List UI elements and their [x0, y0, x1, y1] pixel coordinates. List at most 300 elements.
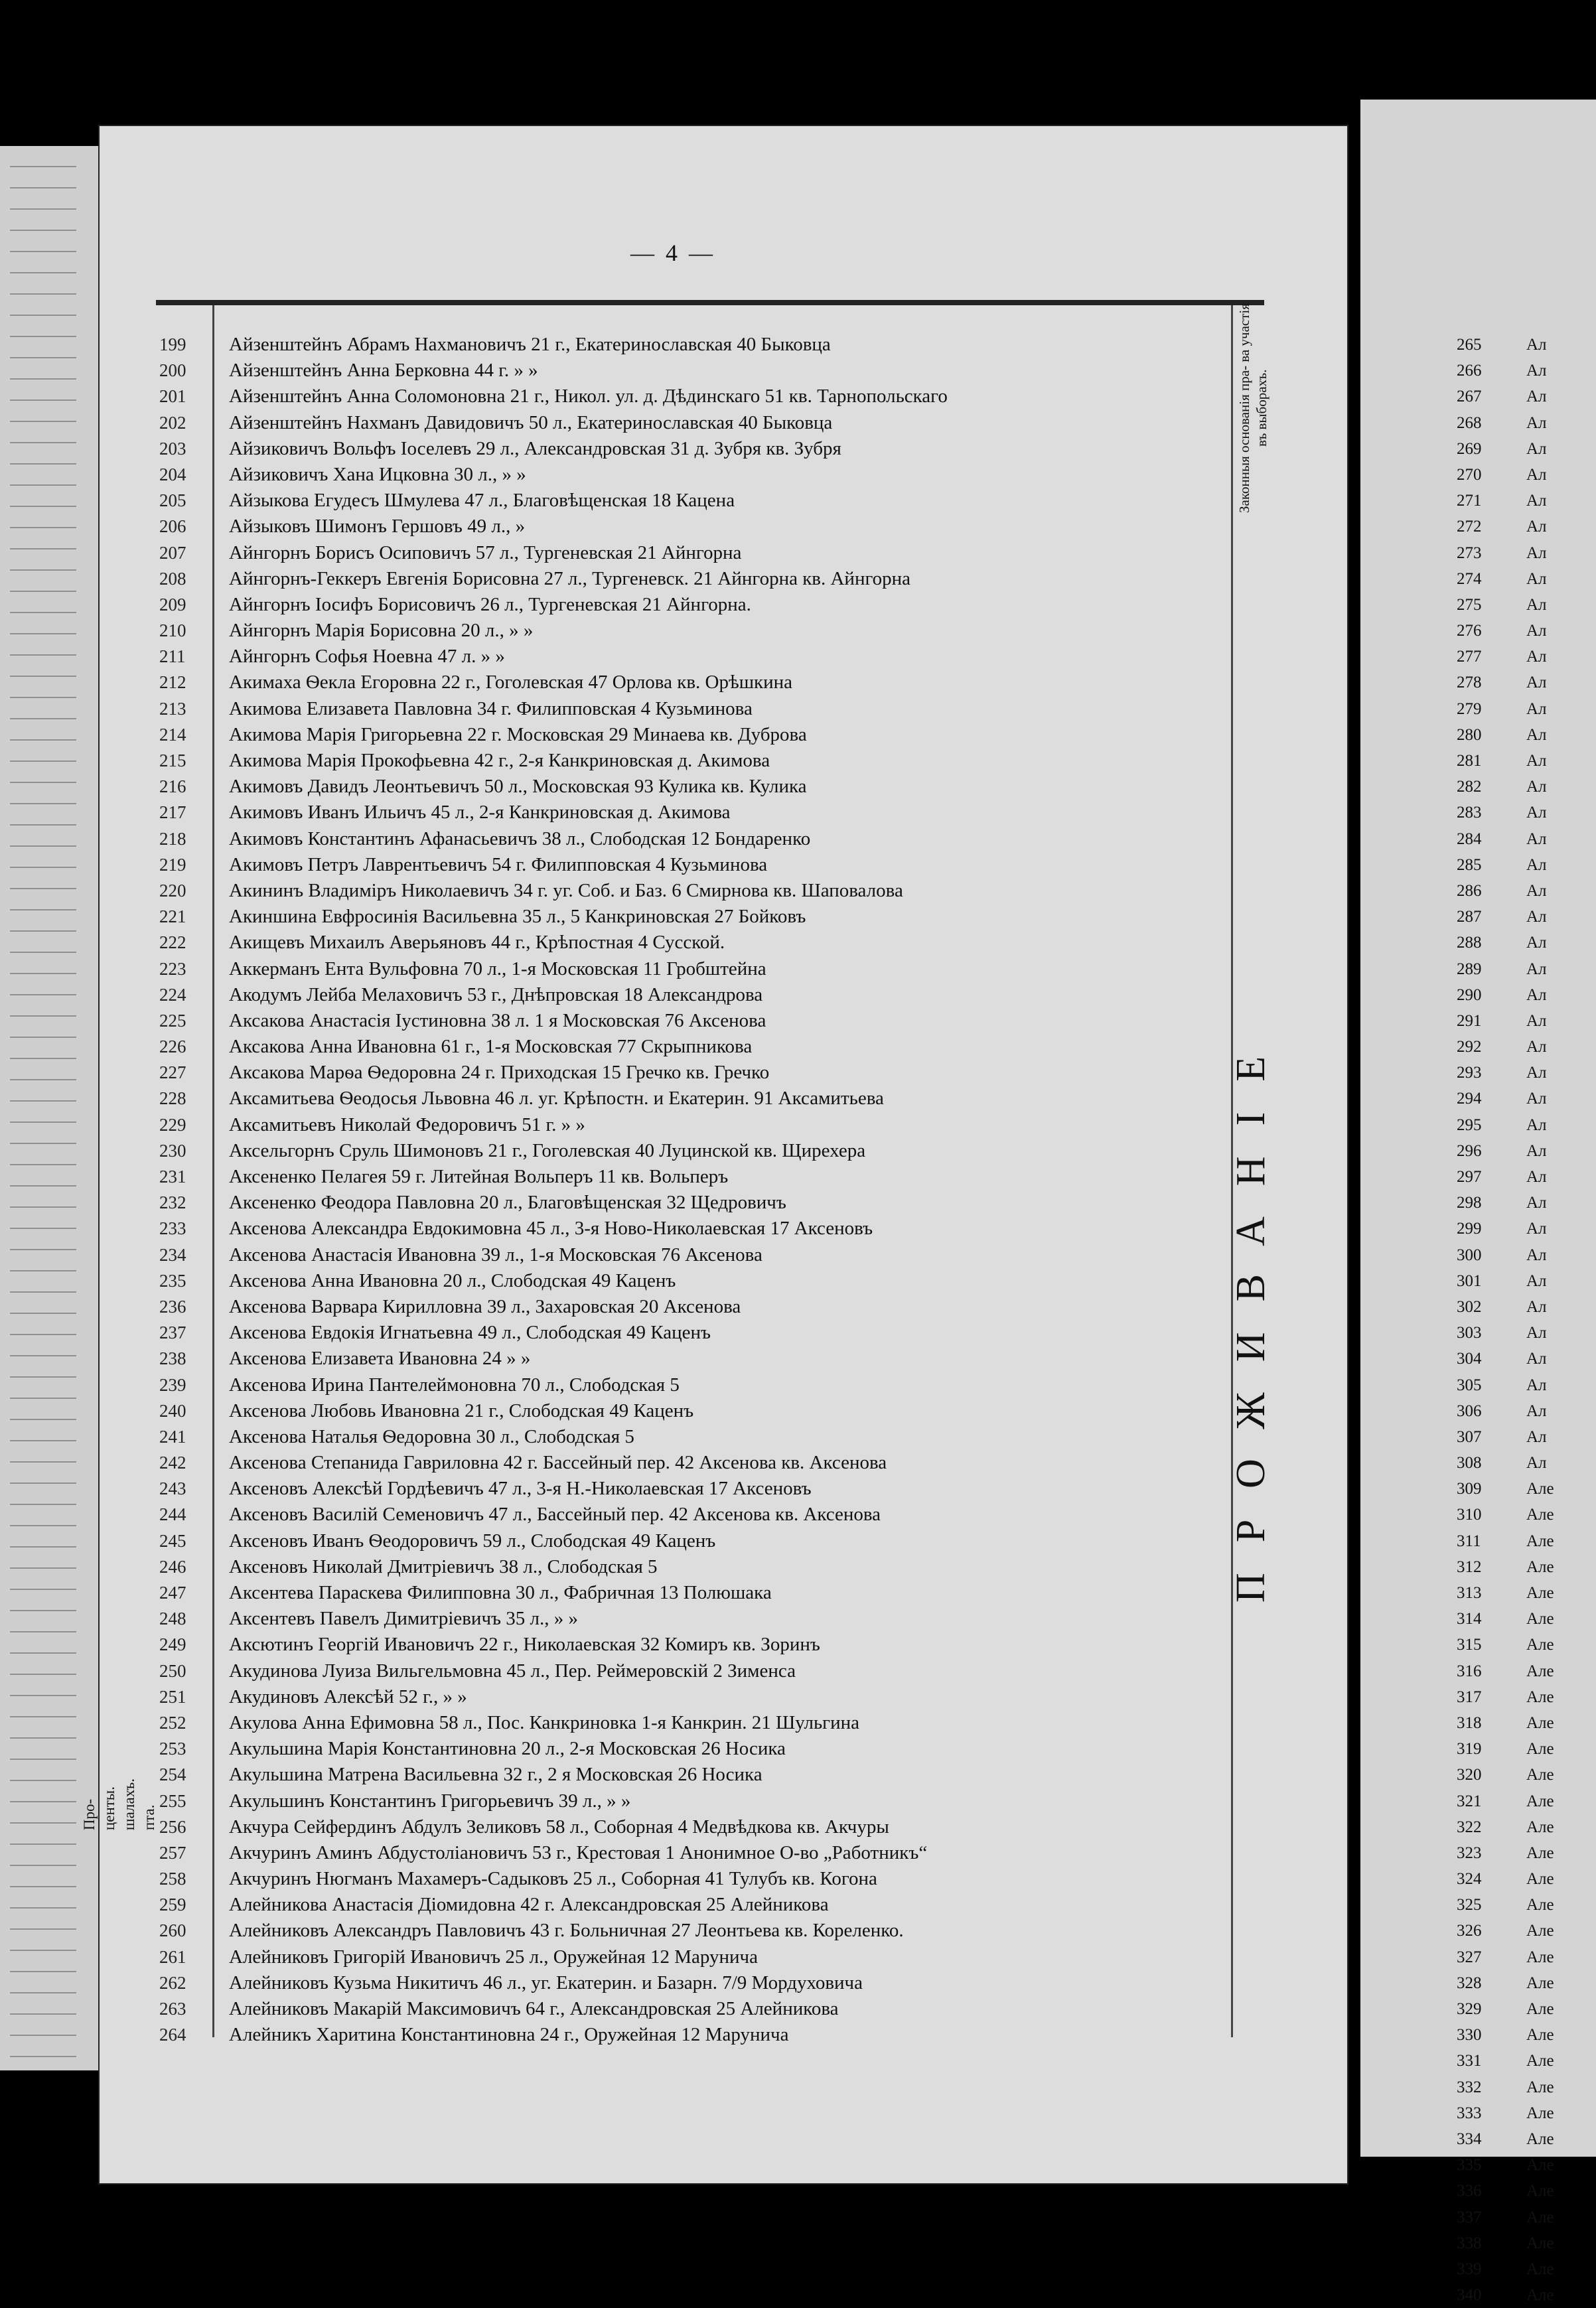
entry-text: Акудиновъ Алексѣй 52 г., » » [229, 1686, 467, 1707]
entry-number: 225 [159, 1010, 186, 1031]
entry-text: Акудинова Луиза Вильгельмовна 45 л., Пер. Реймеровскій 2 Зименса [229, 1660, 796, 1682]
list-item [159, 1840, 1228, 1866]
right-entry-number: 319 [1457, 1740, 1482, 1759]
entry-text: Акищевъ Михаилъ Аверьяновъ 44 г., Крѣпостная 4 Сусской. [229, 932, 725, 954]
right-entry-number: 271 [1457, 492, 1482, 510]
list-item [159, 462, 1228, 488]
entry-text: Айзыкова Егудесъ Шмулева 47 л., Благовѣщенская 18 Кацена [229, 490, 735, 512]
right-entry-number: 295 [1457, 1116, 1482, 1134]
list-item [159, 1112, 1228, 1138]
right-entry-fragment: Ал [1526, 674, 1547, 692]
entry-number: 251 [159, 1686, 186, 1707]
right-entry-fragment: Ал [1526, 518, 1547, 536]
right-entry-fragment: Ал [1526, 960, 1547, 978]
right-entry-number: 266 [1457, 362, 1482, 380]
list-item [159, 1138, 1228, 1164]
list-item [159, 982, 1228, 1008]
entry-text: Акульшина Матрена Васильевна 32 г., 2 я Московская 26 Носика [229, 1764, 762, 1786]
right-entry-fragment: Ал [1526, 492, 1547, 510]
right-entry-number: 267 [1457, 388, 1482, 406]
right-entry-number: 324 [1457, 1870, 1482, 1889]
entry-number: 249 [159, 1634, 186, 1655]
entry-number: 242 [159, 1453, 186, 1473]
entry-number: 253 [159, 1739, 186, 1759]
entry-number: 204 [159, 464, 186, 484]
right-entry-number: 315 [1457, 1636, 1482, 1654]
list-item [159, 1294, 1228, 1320]
right-entry-number: 275 [1457, 595, 1482, 614]
entry-text: Алейникъ Харитина Константиновна 24 г., Оружейная 12 Марунича [229, 2024, 789, 2046]
entry-text: Аксенова Елизавета Ивановна 24 » » [229, 1348, 531, 1370]
right-entry-number: 333 [1457, 2104, 1482, 2122]
list-item [159, 1866, 1228, 1892]
entry-text: Аксамитьева Ѳеодосья Львовна 46 л. уг. Крѣпостн. и Екатерин. 91 Аксамитьева [229, 1088, 884, 1110]
entry-text: Айнгорнъ Марія Борисовна 20 л., » » [229, 620, 534, 642]
list-item [159, 930, 1228, 956]
right-entry-fragment: Ал [1526, 1297, 1547, 1316]
entry-number: 223 [159, 958, 186, 979]
ruled-lines [10, 146, 76, 2070]
list-item [159, 1736, 1228, 1762]
right-entry-number: 290 [1457, 985, 1482, 1004]
entry-text: Аксентевъ Павелъ Димитріевичъ 35 л., » » [229, 1608, 579, 1630]
right-entry-fragment: Ал [1526, 881, 1547, 900]
entry-number: 261 [159, 1946, 186, 1967]
right-entry-fragment: Але [1526, 2000, 1554, 2018]
list-item [159, 1034, 1228, 1060]
right-entry-fragment: Ал [1526, 699, 1547, 718]
right-entry-number: 335 [1457, 2156, 1482, 2175]
entry-number: 255 [159, 1790, 186, 1811]
right-entry-number: 272 [1457, 518, 1482, 536]
entry-number: 236 [159, 1296, 186, 1317]
entry-text: Акульшина Марія Константиновна 20 л., 2-я Московская 26 Носика [229, 1738, 786, 1760]
right-entry-fragment: Ал [1526, 1324, 1547, 1342]
right-entry-number: 339 [1457, 2260, 1482, 2278]
entry-text: Акиншина Евфросинія Васильевна 35 л., 5 Канкриновская 27 Бойковъ [229, 906, 806, 928]
entry-number: 218 [159, 828, 186, 849]
entry-number: 211 [159, 646, 186, 667]
list-item [159, 514, 1228, 540]
entry-number: 259 [159, 1895, 186, 1915]
entry-number: 201 [159, 386, 186, 407]
list-item [159, 1788, 1228, 1814]
right-entry-fragment: Але [1526, 1506, 1554, 1524]
right-entry-fragment: Але [1526, 2208, 1554, 2226]
entry-text: Аксакова Анастасія Іустиновна 38 л. 1 я Московская 76 Аксенова [229, 1009, 766, 1031]
right-entry-number: 298 [1457, 1194, 1482, 1212]
entry-text: Айнгорнъ Іосифъ Борисовичъ 26 л., Тургеневская 21 Айнгорна. [229, 593, 751, 615]
top-rule [156, 300, 1264, 305]
entry-text: Аксененко Феодора Павловна 20 л., Благовѣщенская 32 Щедровичъ [229, 1192, 786, 1214]
entry-text: Аксенова Анна Ивановна 20 л., Слободская 49 Каценъ [229, 1269, 676, 1291]
list-item [159, 332, 1228, 358]
right-entry-number: 305 [1457, 1376, 1482, 1394]
right-entry-fragment: Але [1526, 1557, 1554, 1576]
entry-text: Аксеновъ Алексѣй Гордѣевичъ 47 л., 3-я Н.-Николаевская 17 Аксеновъ [229, 1478, 812, 1500]
entry-text: Акимова Марія Григорьевна 22 г. Московская 29 Минаева кв. Дуброва [229, 723, 807, 745]
right-entry-fragment: Але [1526, 1532, 1554, 1550]
right-entry-number: 289 [1457, 960, 1482, 978]
right-entry-number: 327 [1457, 1948, 1482, 1966]
entry-text: Акимова Марія Прокофьевна 42 г., 2-я Канкриновская д. Акимова [229, 750, 770, 771]
entry-number: 247 [159, 1583, 186, 1603]
list-item [159, 1398, 1228, 1424]
entry-text: Аксентева Параскева Филипповна 30 л., Фабричная 13 Полюшака [229, 1582, 772, 1603]
entry-number: 224 [159, 984, 186, 1005]
entry-number: 254 [159, 1765, 186, 1785]
right-entry-number: 284 [1457, 829, 1482, 848]
entry-number: 216 [159, 776, 186, 797]
entry-number: 264 [159, 2025, 186, 2045]
list-item [159, 1424, 1228, 1450]
page-number: — 4 — [630, 240, 715, 266]
right-entry-number: 330 [1457, 2026, 1482, 2045]
right-entry-number: 296 [1457, 1141, 1482, 1160]
left-fragment: пта. [141, 1804, 157, 1831]
right-entry-number: 282 [1457, 778, 1482, 796]
list-item [159, 436, 1228, 462]
entry-text: Аксамитьевъ Николай Федоровичъ 51 г. » » [229, 1114, 585, 1135]
right-entry-fragment: Але [1526, 1870, 1554, 1889]
right-entry-fragment: Ал [1526, 1168, 1547, 1186]
right-entry-fragment: Але [1526, 2286, 1554, 2305]
right-entry-fragment: Ал [1526, 778, 1547, 796]
list-item [159, 956, 1228, 982]
entry-number: 221 [159, 906, 186, 927]
entry-text: Айзенштейнъ Анна Берковна 44 г. » » [229, 360, 538, 382]
right-entry-number: 326 [1457, 1922, 1482, 1940]
right-entry-fragment: Ал [1526, 465, 1547, 484]
right-entry-fragment: Але [1526, 1610, 1554, 1628]
left-page-fragments [80, 1778, 159, 1830]
entry-text: Акимова Елизавета Павловна 34 г. Филипповская 4 Кузьминова [229, 697, 753, 719]
list-item [159, 748, 1228, 774]
list-item [159, 1762, 1228, 1788]
list-item [159, 1892, 1228, 1918]
entry-number: 263 [159, 1999, 186, 2019]
entry-number: 230 [159, 1140, 186, 1161]
list-item [159, 1346, 1228, 1372]
right-entry-fragment: Але [1526, 1636, 1554, 1654]
right-entry-number: 334 [1457, 2129, 1482, 2148]
entry-text: Айнгорнъ-Геккеръ Евгенія Борисовна 27 л., Тургеневск. 21 Айнгорна кв. Айнгорна [229, 567, 911, 589]
entry-number: 237 [159, 1323, 186, 1343]
list-item [159, 1970, 1228, 1996]
right-page-numbers [1457, 332, 1510, 2308]
list-item [159, 618, 1228, 644]
entry-text: Аксакова Анна Ивановна 61 г., 1-я Московская 77 Скрыпникова [229, 1036, 753, 1058]
right-entry-number: 287 [1457, 908, 1482, 926]
right-entry-number: 318 [1457, 1713, 1482, 1732]
list-item [159, 722, 1228, 748]
list-item [159, 1580, 1228, 1606]
entry-number: 227 [159, 1062, 186, 1083]
right-entry-number: 280 [1457, 725, 1482, 744]
entry-number: 220 [159, 880, 186, 901]
list-item [159, 592, 1228, 618]
right-entry-number: 288 [1457, 934, 1482, 952]
right-entry-fragment: Ал [1526, 1454, 1547, 1473]
right-entry-number: 286 [1457, 881, 1482, 900]
entry-text: Акимовъ Давидъ Леонтьевичъ 50 л., Московская 93 Кулика кв. Кулика [229, 776, 807, 798]
right-entry-fragment: Ал [1526, 388, 1547, 406]
list-item [159, 566, 1228, 592]
right-entry-number: 294 [1457, 1090, 1482, 1108]
right-entry-number: 310 [1457, 1506, 1482, 1524]
list-item [159, 1216, 1228, 1242]
right-entry-fragment: Ал [1526, 1038, 1547, 1056]
entry-number: 200 [159, 360, 186, 381]
entry-number: 245 [159, 1530, 186, 1551]
list-item [159, 1086, 1228, 1112]
right-entry-number: 270 [1457, 465, 1482, 484]
right-entry-fragment: Ал [1526, 1246, 1547, 1264]
right-entry-fragment: Ал [1526, 439, 1547, 458]
right-entry-number: 283 [1457, 804, 1482, 822]
list-item [159, 358, 1228, 384]
list-item [159, 1918, 1228, 1944]
entry-number: 226 [159, 1037, 186, 1057]
entry-text: Аксененко Пелагея 59 г. Литейная Вольперъ 11 кв. Вольперъ [229, 1166, 729, 1187]
right-entry-fragment: Але [1526, 2182, 1554, 2200]
list-item [159, 826, 1228, 852]
entry-number: 205 [159, 490, 186, 511]
right-entry-number: 331 [1457, 2052, 1482, 2070]
right-entry-number: 278 [1457, 674, 1482, 692]
right-entry-fragment: Але [1526, 2129, 1554, 2148]
right-entry-number: 328 [1457, 1974, 1482, 1992]
list-item [159, 1372, 1228, 1398]
entry-text: Айнгорнъ Борисъ Осиповичъ 57 л., Тургеневская 21 Айнгорна [229, 541, 742, 563]
right-entry-fragment: Ал [1526, 1402, 1547, 1420]
entry-text: Акчуринъ Нюгманъ Махамеръ-Садыковъ 25 л., Соборная 41 Тулубъ кв. Когона [229, 1868, 877, 1890]
right-entry-number: 293 [1457, 1064, 1482, 1082]
entry-number: 208 [159, 568, 186, 589]
entry-text: Аккерманъ Ента Вульфовна 70 л., 1-я Московская 11 Гробштейна [229, 958, 766, 979]
entry-text: Аксенова Степанида Гавриловна 42 г. Бассейный пер. 42 Аксенова кв. Аксенова [229, 1452, 887, 1474]
entry-number: 209 [159, 594, 186, 614]
right-entry-fragment: Але [1526, 1766, 1554, 1784]
list-item [159, 1320, 1228, 1346]
right-entry-number: 285 [1457, 855, 1482, 874]
right-entry-number: 303 [1457, 1324, 1482, 1342]
right-entry-number: 302 [1457, 1297, 1482, 1316]
list-item [159, 1684, 1228, 1710]
entry-text: Аксеновъ Василій Семеновичъ 47 л., Бассейный пер. 42 Аксенова кв. Аксенова [229, 1504, 881, 1526]
entry-number: 214 [159, 724, 186, 745]
list-item [159, 1242, 1228, 1268]
right-entry-fragment: Але [1526, 1792, 1554, 1810]
entry-text: Акимаха Ѳекла Егоровна 22 г., Гоголевская 47 Орлова кв. Орѣшкина [229, 672, 793, 693]
entry-number: 248 [159, 1609, 186, 1629]
entry-text: Айзенштейнъ Анна Соломоновна 21 г., Никол. ул. д. Дѣдинскаго 51 кв. Тарнопольскаго [229, 386, 948, 407]
entry-number: 215 [159, 751, 186, 770]
list-item [159, 488, 1228, 514]
list-item [159, 644, 1228, 670]
entry-number: 240 [159, 1400, 186, 1421]
right-entry-number: 273 [1457, 543, 1482, 562]
left-fragment: Про- [81, 1798, 98, 1831]
entry-text: Алейниковъ Григорій Ивановичъ 25 л., Оружейная 12 Марунича [229, 1946, 759, 1968]
right-entry-number: 325 [1457, 1896, 1482, 1914]
right-entry-fragment: Але [1526, 1818, 1554, 1836]
right-entry-fragment: Але [1526, 1584, 1554, 1602]
right-entry-fragment: Але [1526, 2260, 1554, 2278]
right-entry-fragment: Але [1526, 2104, 1554, 2122]
entry-number: 222 [159, 932, 186, 953]
right-entry-fragment: Ал [1526, 752, 1547, 770]
entry-text: Алейниковъ Александръ Павловичъ 43 г. Больничная 27 Леонтьева кв. Кореленко. [229, 1920, 904, 1942]
list-item [159, 2022, 1228, 2048]
right-entry-number: 338 [1457, 2234, 1482, 2252]
right-entry-fragment: Але [1526, 1713, 1554, 1732]
entry-text: Акчуринъ Аминъ Абдустоліановичъ 53 г., Крестовая 1 Анонимное О-во „Работникъ“ [229, 1841, 928, 1863]
right-entry-number: 307 [1457, 1427, 1482, 1446]
right-entry-fragment: Але [1526, 1688, 1554, 1706]
list-item [159, 1060, 1228, 1086]
entry-number: 234 [159, 1244, 186, 1265]
right-entry-number: 311 [1457, 1532, 1481, 1550]
right-entry-number: 323 [1457, 1843, 1482, 1862]
right-entry-fragment: Ал [1526, 829, 1547, 848]
list-item [159, 410, 1228, 436]
vertical-title: ПРОЖИВАНІЕ [1228, 1025, 1273, 1603]
right-entry-number: 265 [1457, 336, 1482, 354]
entry-text: Аксеновъ Николай Дмитріевичъ 38 л., Слободская 5 [229, 1555, 658, 1577]
entry-number: 258 [159, 1869, 186, 1889]
right-entry-number: 292 [1457, 1038, 1482, 1056]
entry-number: 219 [159, 854, 186, 875]
list-item [159, 696, 1228, 722]
right-entry-number: 320 [1457, 1766, 1482, 1784]
right-entry-number: 301 [1457, 1271, 1482, 1290]
right-entry-fragment: Але [1526, 2052, 1554, 2070]
entries-list [159, 332, 1228, 2048]
right-entry-fragment: Ал [1526, 1427, 1547, 1446]
right-entry-number: 337 [1457, 2208, 1482, 2226]
entry-number: 246 [159, 1556, 186, 1577]
list-item [159, 878, 1228, 904]
entry-text: Акимовъ Петръ Лаврентьевичъ 54 г. Филипповская 4 Кузьминова [229, 853, 768, 875]
right-entry-fragment: Але [1526, 1948, 1554, 1966]
entry-text: Аксенова Александра Евдокимовна 45 л., 3-я Ново-Николаевская 17 Аксеновъ [229, 1218, 873, 1240]
right-entry-number: 314 [1457, 1610, 1482, 1628]
right-entry-number: 313 [1457, 1584, 1482, 1602]
entry-text: Аксеновъ Иванъ Ѳеодоровичъ 59 л., Слободская 49 Каценъ [229, 1530, 716, 1551]
entry-text: Аксенова Анастасія Ивановна 39 л., 1-я Московская 76 Аксенова [229, 1244, 762, 1265]
right-entry-number: 308 [1457, 1454, 1482, 1473]
entry-number: 262 [159, 1972, 186, 1993]
right-entry-fragment: Ал [1526, 362, 1547, 380]
list-item [159, 1606, 1228, 1632]
list-item [159, 1268, 1228, 1294]
list-item [159, 1814, 1228, 1840]
right-entry-fragment: Ал [1526, 569, 1547, 588]
right-entry-number: 291 [1457, 1011, 1482, 1030]
right-entry-number: 332 [1457, 2078, 1482, 2096]
right-entry-number: 336 [1457, 2182, 1482, 2200]
right-entry-fragment: Ал [1526, 1271, 1547, 1290]
right-entry-number: 316 [1457, 1662, 1482, 1680]
right-entry-fragment: Але [1526, 2078, 1554, 2096]
list-item [159, 1450, 1228, 1476]
entry-number: 212 [159, 672, 186, 693]
entry-number: 203 [159, 438, 186, 459]
right-entry-number: 297 [1457, 1168, 1482, 1186]
entry-text: Аксенова Варвара Кирилловна 39 л., Захаровская 20 Аксенова [229, 1295, 741, 1317]
entry-text: Акулова Анна Ефимовна 58 л., Пос. Канкриновка 1-я Канкрин. 21 Шульгина [229, 1711, 859, 1733]
list-item [159, 1502, 1228, 1528]
entry-text: Аксютинъ Георгій Ивановичъ 22 г., Николаевская 32 Комиръ кв. Зоринъ [229, 1634, 820, 1656]
entry-text: Акимовъ Иванъ Ильичъ 45 л., 2-я Канкриновская д. Акимова [229, 802, 731, 824]
list-item [159, 1710, 1228, 1736]
right-entry-fragment: Але [1526, 2156, 1554, 2175]
list-item [159, 1164, 1228, 1190]
right-entry-fragment: Але [1526, 1740, 1554, 1759]
right-entry-number: 309 [1457, 1480, 1482, 1498]
right-entry-number: 279 [1457, 699, 1482, 718]
list-item [159, 1632, 1228, 1658]
list-item [159, 1944, 1228, 1970]
entry-text: Аксенова Ирина Пантелеймоновна 70 л., Слободская 5 [229, 1374, 680, 1396]
entry-number: 233 [159, 1218, 186, 1239]
list-item [159, 1008, 1228, 1034]
right-entry-number: 268 [1457, 413, 1482, 432]
right-entry-number: 312 [1457, 1557, 1482, 1576]
list-item [159, 1476, 1228, 1502]
list-item [159, 904, 1228, 930]
right-entry-fragment: Ал [1526, 1011, 1547, 1030]
entry-text: Акчура Сейфердинъ Абдулъ Зеликовъ 58 л., Соборная 4 Медвѣдкова кв. Акчуры [229, 1816, 889, 1838]
right-entry-number: 276 [1457, 622, 1482, 640]
entry-text: Айзиковичъ Хана Ицковна 30 л., » » [229, 463, 526, 485]
entry-text: Аксельгорнъ Сруль Шимоновъ 21 г., Гоголевская 40 Луцинской кв. Щирехера [229, 1139, 866, 1161]
entry-text: Айзыковъ Шимонъ Гершовъ 49 л., » [229, 516, 526, 538]
right-entry-number: 317 [1457, 1688, 1482, 1706]
entry-number: 199 [159, 334, 186, 354]
right-entry-fragment: Але [1526, 1662, 1554, 1680]
list-item [159, 852, 1228, 878]
entry-number: 207 [159, 542, 186, 563]
entry-number: 257 [159, 1842, 186, 1863]
list-item [159, 1554, 1228, 1580]
right-entry-fragment: Але [1526, 2234, 1554, 2252]
entry-text: Аксенова Евдокія Игнатьевна 49 л., Слободская 49 Каценъ [229, 1322, 711, 1344]
entry-text: Айзиковичъ Вольфъ Іоселевъ 29 л., Александровская 31 д. Зубря кв. Зубря [229, 437, 841, 459]
right-entry-fragment: Але [1526, 1922, 1554, 1940]
entry-text: Акининъ Владиміръ Николаевичъ 34 г. уг. Соб. и Баз. 6 Смирнова кв. Шаповалова [229, 879, 903, 901]
right-entry-fragment: Ал [1526, 855, 1547, 874]
list-item [159, 540, 1228, 566]
left-fragment: шалахъ. [121, 1778, 137, 1831]
right-entry-fragment: Ал [1526, 1064, 1547, 1082]
right-entry-fragment: Ал [1526, 595, 1547, 614]
right-entry-fragment: Ал [1526, 985, 1547, 1004]
right-entry-number: 300 [1457, 1246, 1482, 1264]
right-entry-number: 329 [1457, 2000, 1482, 2018]
list-item [159, 1528, 1228, 1554]
right-entry-number: 321 [1457, 1792, 1482, 1810]
right-entry-fragment: Ал [1526, 1116, 1547, 1134]
list-item [159, 1996, 1228, 2022]
list-item [159, 670, 1228, 695]
entry-text: Айзенштейнъ Абрамъ Нахмановичъ 21 г., Екатеринославская 40 Быковца [229, 334, 831, 355]
entry-number: 243 [159, 1479, 186, 1499]
entry-number: 213 [159, 698, 186, 719]
right-entry-fragment: Ал [1526, 543, 1547, 562]
entry-number: 232 [159, 1192, 186, 1213]
